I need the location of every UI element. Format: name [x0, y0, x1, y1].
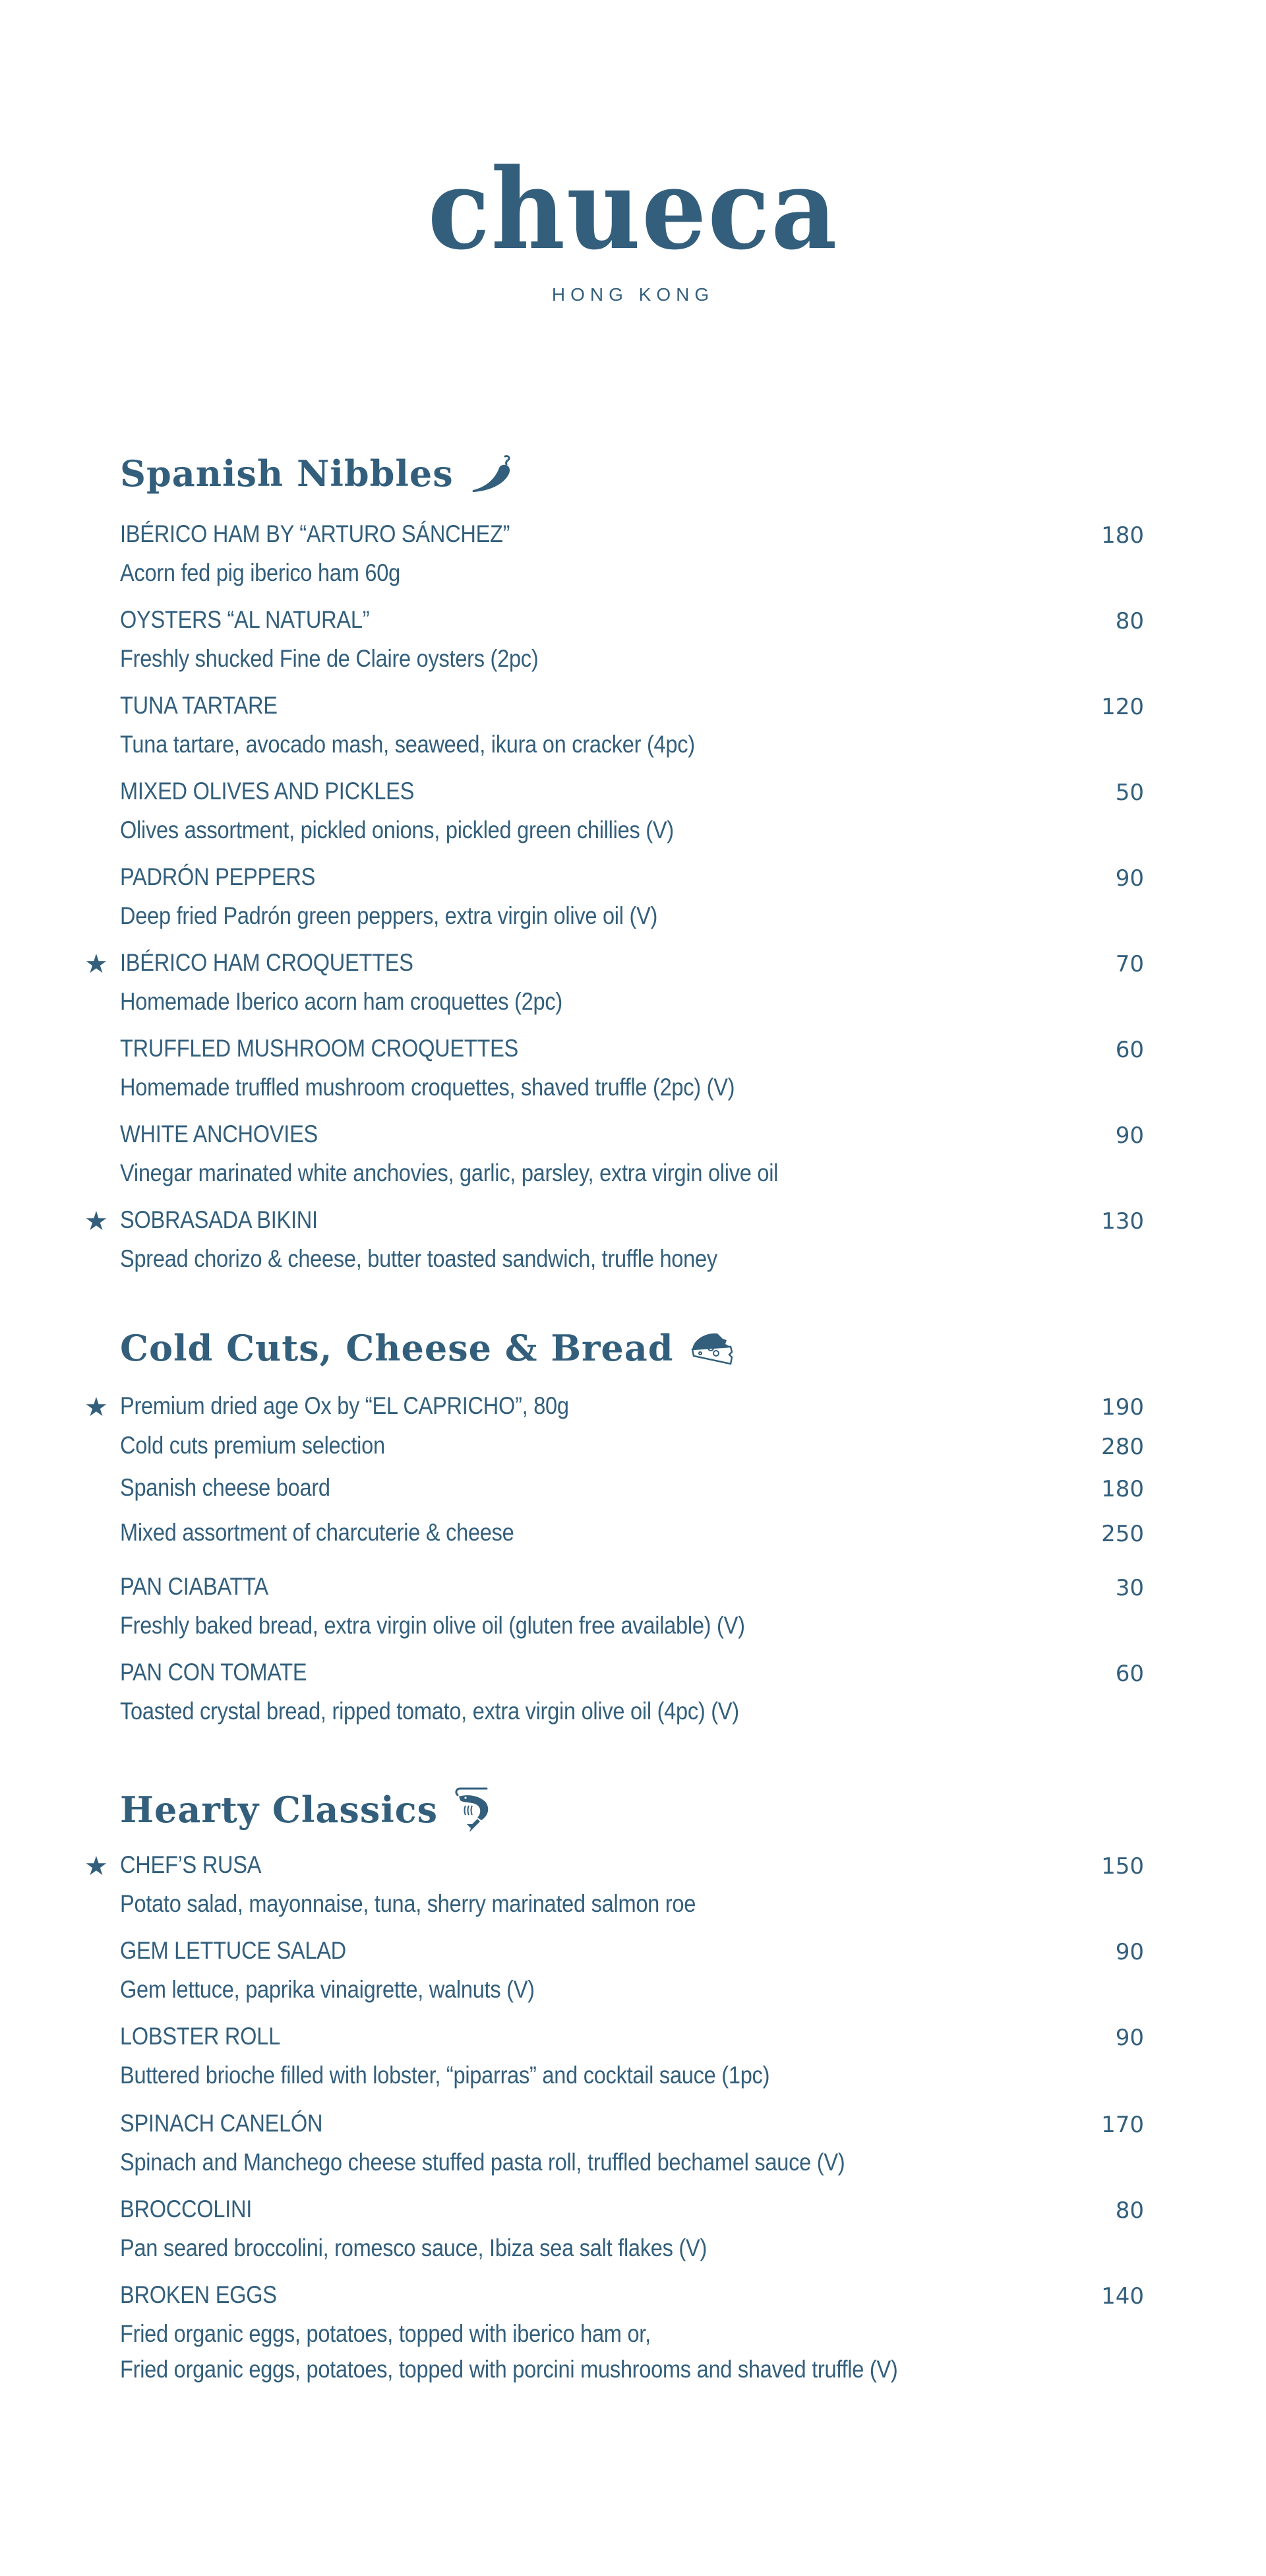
- item-price: 120: [1101, 694, 1144, 720]
- item-price: 170: [1101, 2112, 1144, 2138]
- item-name: WHITE ANCHOVIES: [120, 1120, 318, 1148]
- item-name: LOBSTER ROLL: [120, 2023, 280, 2050]
- item-price: 250: [1101, 1521, 1144, 1547]
- item-description: Freshly shucked Fine de Claire oysters (2pc): [120, 645, 539, 672]
- item-price: 50: [1115, 780, 1144, 806]
- section-title-text: Hearty Classics: [120, 1789, 438, 1831]
- item-description-alt: Fried organic eggs, potatoes, topped with porcini mushrooms and shaved truffle (V): [120, 2356, 898, 2383]
- item-description: Deep fried Padrón green peppers, extra virgin olive oil (V): [120, 902, 658, 929]
- item-description: Fried organic eggs, potatoes, topped with iberico ham or,: [120, 2320, 651, 2347]
- item-name: TRUFFLED MUSHROOM CROQUETTES: [120, 1035, 519, 1062]
- item-price: 80: [1115, 608, 1144, 634]
- star-icon: ★: [84, 949, 108, 979]
- shrimp-icon: [452, 1786, 495, 1833]
- item-description: Spinach and Manchego cheese stuffed pasta roll, truffled bechamel sauce (V): [120, 2149, 845, 2176]
- item-price: 70: [1115, 951, 1144, 977]
- section-title-hearty-classics: [120, 1786, 495, 1833]
- item-description: Buttered brioche filled with lobster, “piparras” and cocktail sauce (1pc): [120, 2062, 770, 2089]
- item-description: Vinegar marinated white anchovies, garlic, parsley, extra virgin olive oil: [120, 1159, 779, 1186]
- item-description: Tuna tartare, avocado mash, seaweed, ikura on cracker (4pc): [120, 731, 695, 758]
- item-name: Premium dried age Ox by “EL CAPRICHO”, 80g: [120, 1392, 569, 1419]
- item-price: 190: [1101, 1394, 1144, 1421]
- item-price: 90: [1115, 865, 1144, 892]
- item-name: CHEF’S RUSA: [120, 1851, 262, 1878]
- section-title-cold-cuts: [120, 1327, 738, 1369]
- item-description: Gem lettuce, paprika vinaigrette, walnuts (V): [120, 1976, 535, 2003]
- section-title-spanish-nibbles: [120, 452, 516, 495]
- restaurant-logo: chueca: [427, 144, 839, 274]
- cheese-icon: [688, 1330, 738, 1366]
- item-description: Olives assortment, pickled onions, pickled green chillies (V): [120, 816, 674, 843]
- item-price: 60: [1115, 1661, 1144, 1687]
- item-description: Freshly baked bread, extra virgin olive oil (gluten free available) (V): [120, 1612, 745, 1639]
- item-price: 90: [1115, 1939, 1144, 1965]
- item-name: BROCCOLINI: [120, 2195, 252, 2223]
- item-name: SPINACH CANELÓN: [120, 2110, 323, 2137]
- item-price: 60: [1115, 1037, 1144, 1063]
- item-price: 150: [1101, 1853, 1144, 1880]
- item-price: 280: [1101, 1434, 1144, 1460]
- item-price: 90: [1115, 1122, 1144, 1149]
- item-description: Toasted crystal bread, ripped tomato, extra virgin olive oil (4pc) (V): [120, 1698, 739, 1725]
- item-price: 90: [1115, 2025, 1144, 2051]
- item-name: PADRÓN PEPPERS: [120, 863, 316, 890]
- chili-pepper-icon: [468, 452, 516, 495]
- star-icon: ★: [84, 1206, 108, 1237]
- item-price: 180: [1101, 522, 1144, 549]
- item-name: SOBRASADA BIKINI: [120, 1206, 318, 1233]
- item-price: 30: [1115, 1575, 1144, 1601]
- item-price: 180: [1101, 1476, 1144, 1502]
- item-name: MIXED OLIVES AND PICKLES: [120, 778, 415, 805]
- item-description: Spread chorizo & cheese, butter toasted sandwich, truffle honey: [120, 1245, 717, 1272]
- item-description: Homemade Iberico acorn ham croquettes (2pc): [120, 988, 562, 1015]
- item-description: Homemade truffled mushroom croquettes, shaved truffle (2pc) (V): [120, 1074, 735, 1101]
- section-title-text: Cold Cuts, Cheese & Bread: [120, 1327, 674, 1369]
- item-price: 80: [1115, 2197, 1144, 2224]
- item-name: IBÉRICO HAM CROQUETTES: [120, 949, 413, 976]
- item-name: BROKEN EGGS: [120, 2281, 277, 2308]
- item-price: 130: [1101, 1208, 1144, 1235]
- item-name: OYSTERS “AL NATURAL”: [120, 606, 370, 633]
- item-description: Pan seared broccolini, romesco sauce, Ibiza sea salt flakes (V): [120, 2234, 708, 2261]
- item-price: 140: [1101, 2283, 1144, 2310]
- item-name: Spanish cheese board: [120, 1474, 330, 1501]
- item-name: GEM LETTUCE SALAD: [120, 1937, 346, 1964]
- section-title-text: Spanish Nibbles: [120, 452, 454, 495]
- star-icon: ★: [84, 1851, 108, 1882]
- item-description: Potato salad, mayonnaise, tuna, sherry marinated salmon roe: [120, 1890, 696, 1917]
- restaurant-location: HONG KONG: [551, 284, 715, 305]
- item-name: PAN CON TOMATE: [120, 1659, 307, 1686]
- item-description: Acorn fed pig iberico ham 60g: [120, 559, 400, 586]
- star-icon: ★: [84, 1392, 108, 1423]
- item-name: PAN CIABATTA: [120, 1573, 268, 1600]
- item-name: Mixed assortment of charcuterie & cheese: [120, 1519, 514, 1546]
- item-name: Cold cuts premium selection: [120, 1432, 385, 1459]
- item-name: TUNA TARTARE: [120, 692, 278, 719]
- item-name: IBÉRICO HAM BY “ARTURO SÁNCHEZ”: [120, 520, 510, 547]
